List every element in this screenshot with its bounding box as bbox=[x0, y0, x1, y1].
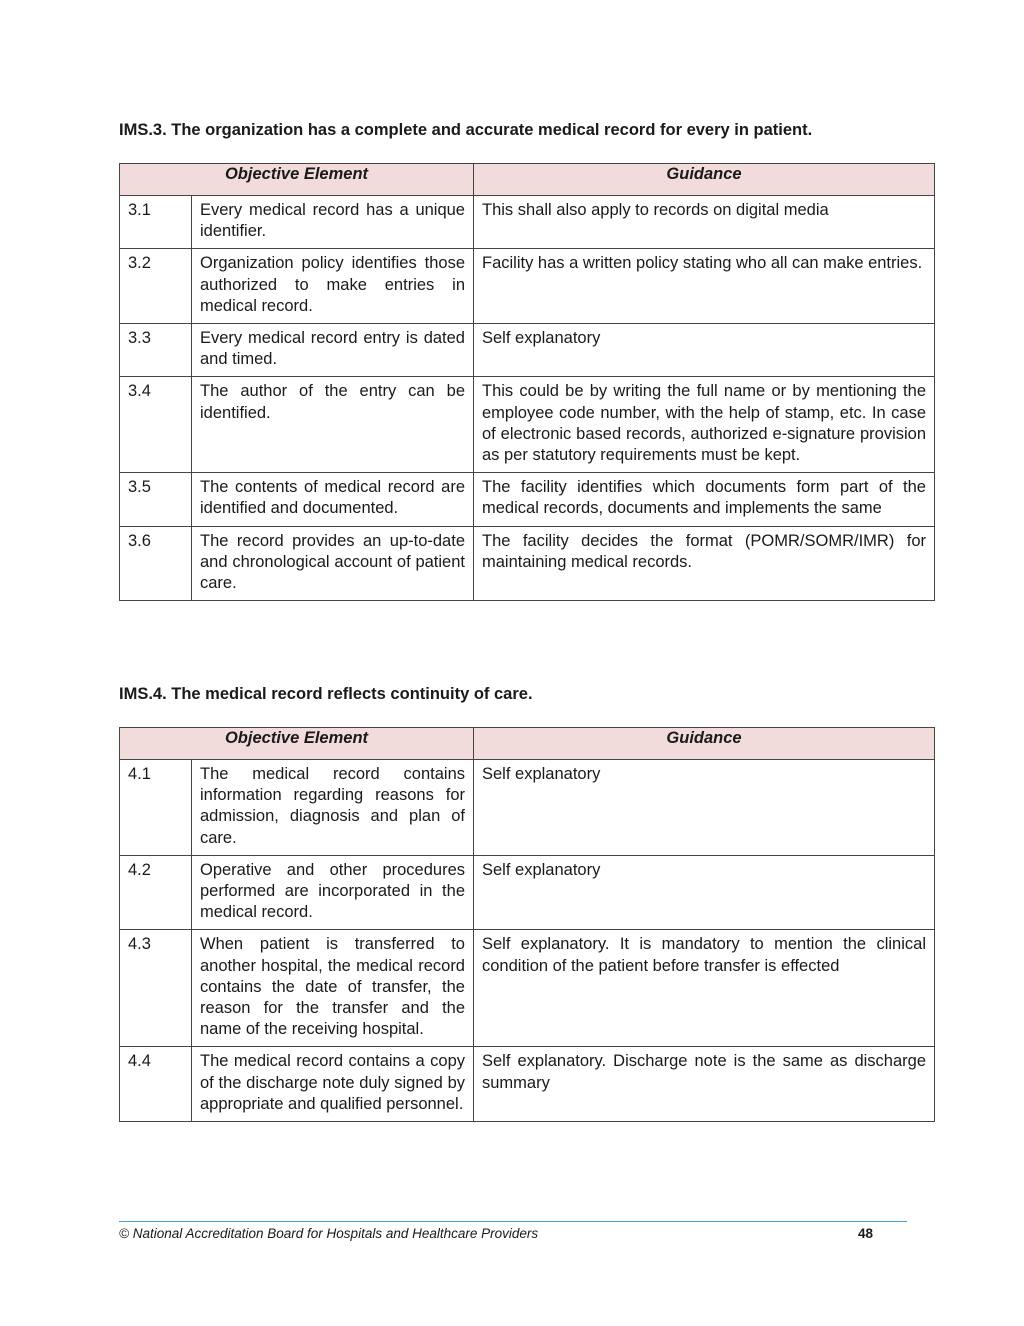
row-number: 3.2 bbox=[120, 249, 192, 324]
objective-cell: The author of the entry can be identified. bbox=[192, 377, 474, 473]
section-title-ims4: IMS.4. The medical record reflects continuity of care. bbox=[119, 685, 533, 703]
guidance-cell: Self explanatory. It is mandatory to mention the clinical condition of the patient before transfer is effected bbox=[474, 930, 935, 1047]
guidance-cell: The facility decides the format (POMR/SOMR/IMR) for maintaining medical records. bbox=[474, 526, 935, 601]
guidance-cell: Self explanatory. Discharge note is the same as discharge summary bbox=[474, 1047, 935, 1122]
guidance-cell: Facility has a written policy stating who all can make entries. bbox=[474, 249, 935, 324]
table-row bbox=[120, 1047, 935, 1122]
footer-divider bbox=[119, 1221, 907, 1222]
table-row bbox=[120, 855, 935, 930]
objective-cell: The contents of medical record are identified and documented. bbox=[192, 473, 474, 526]
objective-cell: The medical record contains information regarding reasons for admission, diagnosis and plan of care. bbox=[192, 760, 474, 856]
row-number: 4.1 bbox=[120, 760, 192, 856]
header-guidance: Guidance bbox=[474, 728, 935, 760]
row-number: 3.4 bbox=[120, 377, 192, 473]
objective-cell: The record provides an up-to-date and chronological account of patient care. bbox=[192, 526, 474, 601]
guidance-cell: This could be by writing the full name or by mentioning the employee code number, with the help of stamp, etc. In case of electronic based records, authorized e-signature provision as per statutory requirements must be kept. bbox=[474, 377, 935, 473]
guidance-cell: This shall also apply to records on digital media bbox=[474, 196, 935, 249]
table-row bbox=[120, 526, 935, 601]
table-row bbox=[120, 930, 935, 1047]
table-row bbox=[120, 760, 935, 856]
ims4-table bbox=[119, 727, 935, 1122]
objective-cell: Every medical record has a unique identifier. bbox=[192, 196, 474, 249]
table-header-row bbox=[120, 164, 935, 196]
table-row bbox=[120, 324, 935, 377]
guidance-cell: Self explanatory bbox=[474, 760, 935, 856]
row-number: 4.2 bbox=[120, 855, 192, 930]
objective-cell: Organization policy identifies those authorized to make entries in medical record. bbox=[192, 249, 474, 324]
objective-cell: Every medical record entry is dated and timed. bbox=[192, 324, 474, 377]
guidance-cell: The facility identifies which documents form part of the medical records, documents and implements the same bbox=[474, 473, 935, 526]
table-row bbox=[120, 377, 935, 473]
row-number: 3.3 bbox=[120, 324, 192, 377]
table-row bbox=[120, 473, 935, 526]
ims3-table bbox=[119, 163, 935, 601]
page-number: 48 bbox=[858, 1226, 874, 1241]
table-header-row bbox=[120, 728, 935, 760]
row-number: 3.6 bbox=[120, 526, 192, 601]
guidance-cell: Self explanatory bbox=[474, 855, 935, 930]
objective-cell: The medical record contains a copy of the discharge note duly signed by appropriate and qualified personnel. bbox=[192, 1047, 474, 1122]
row-number: 4.3 bbox=[120, 930, 192, 1047]
row-number: 3.1 bbox=[120, 196, 192, 249]
header-objective-element: Objective Element bbox=[120, 728, 474, 760]
table-row bbox=[120, 196, 935, 249]
objective-cell: When patient is transferred to another hospital, the medical record contains the date of transfer, the reason for the transfer and the name of the receiving hospital. bbox=[192, 930, 474, 1047]
table-row bbox=[120, 249, 935, 324]
objective-cell: Operative and other procedures performed are incorporated in the medical record. bbox=[192, 855, 474, 930]
row-number: 4.4 bbox=[120, 1047, 192, 1122]
header-objective-element: Objective Element bbox=[120, 164, 474, 196]
section-title-ims3: IMS.3. The organization has a complete and accurate medical record for every in patient. bbox=[119, 121, 813, 139]
row-number: 3.5 bbox=[120, 473, 192, 526]
footer-copyright: © National Accreditation Board for Hospitals and Healthcare Providers bbox=[119, 1226, 539, 1241]
header-guidance: Guidance bbox=[474, 164, 935, 196]
guidance-cell: Self explanatory bbox=[474, 324, 935, 377]
